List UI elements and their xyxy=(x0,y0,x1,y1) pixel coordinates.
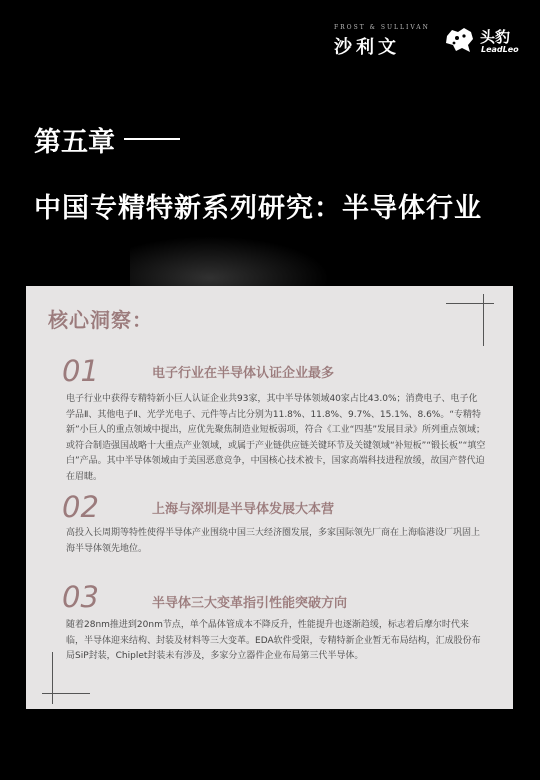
corner-crosshair-line xyxy=(483,294,484,346)
section-heading: 半导体三大变革指引性能突破方向 xyxy=(152,596,348,611)
corner-crosshair-line xyxy=(446,303,494,304)
leopard-head-icon xyxy=(444,26,474,54)
section-number: 01 xyxy=(62,354,99,388)
corner-crosshair-line xyxy=(42,693,90,694)
chapter-label: 第五章 xyxy=(34,127,115,158)
chapter-dash xyxy=(124,138,180,140)
frost-sullivan-logo xyxy=(330,24,440,58)
section-body: 高投入长周期等特性使得半导体产业围绕中国三大经济圈发展，多家国际领先厂商在上海临港设厂巩固上海半导体领先地位。 xyxy=(66,528,481,554)
section-heading: 上海与深圳是半导体发展大本营 xyxy=(152,502,335,517)
page-title: 中国专精特新系列研究：半导体行业 xyxy=(34,193,482,224)
section-body: 电子行业中获得专精特新小巨人认证企业共93家，其中半导体领域40家占比43.0%；消费电子、电子化学品Ⅱ、其他电子Ⅱ、光学光电子、元件等占比分别为11.8%、11.8%、9.7%、15.1%、8.6%。“专精特新”小巨人的重点领域中提出，应优先聚焦制造业短板弱项，符合《工业“四基”发展目录》所列重点领域；或符合制造强国战略十大重点产业领域，或属于产业链供应链关键环节及关键领域“补短板”“锻长板”“填空白”产品。其中半导体领域由于美国恶意竞争，中国核心技术被卡，国家高端科技进程放缓，故国产替代迫在眉睫。 xyxy=(66,394,486,482)
leadleo-logo-en: LeadLeo xyxy=(481,45,519,54)
frost-sullivan-logo-cn: 沙利文 xyxy=(334,37,400,58)
section-heading: 电子行业在半导体认证企业最多 xyxy=(152,366,335,381)
leadleo-logo-cn: 头豹 xyxy=(480,28,511,46)
section-number: 03 xyxy=(62,580,99,614)
insight-card xyxy=(26,286,513,709)
frost-sullivan-logo-en: FROST & SULLIVAN xyxy=(334,24,430,31)
section-body: 随着28nm推进到20nm节点，单个晶体管成本不降反升，性能提升也逐渐趋缓，标志着后摩尔时代来临，半导体迎来结构、封装及材料等三大变革。EDA软件受限，专精特新企业暂无布局结构，汇成股份布局SiP封装，Chiplet封装未有涉及，多家分立器件企业布局第三代半导体。 xyxy=(66,620,481,661)
section-number: 02 xyxy=(62,490,99,524)
corner-crosshair-line xyxy=(52,652,53,704)
card-title: 核心洞察： xyxy=(48,308,153,332)
leadleo-logo xyxy=(444,24,534,58)
